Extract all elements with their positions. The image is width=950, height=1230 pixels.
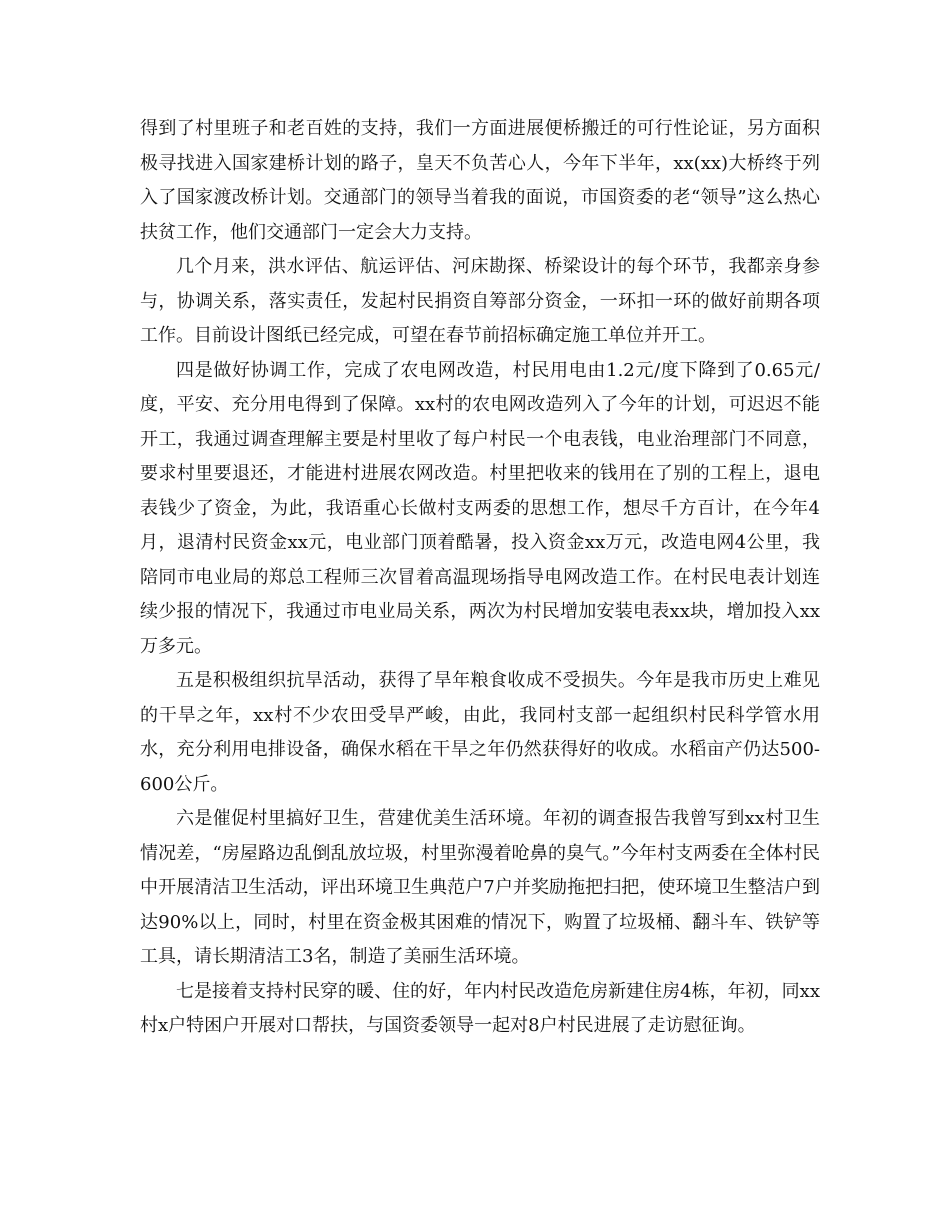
- paragraph-drought: 五是积极组织抗旱活动，获得了旱年粮食收成不受损失。今年是我市历史上难见的干旱之年，xx村不少农田受旱严峻，由此，我同村支部一起组织村民科学管水用水，充分利用电排设备，确保水稻在干旱之年仍然获得好的收成。水稻亩产仍达500-600公斤。: [140, 670, 820, 795]
- paragraph-sanitation: 六是催促村里搞好卫生，营建优美生活环境。年初的调查报告我曾写到xx村卫生情况差，“房屋路边乱倒乱放垃圾，村里弥漫着呛鼻的臭气。”今年村支两委在全体村民中开展清洁卫生活动，评出环境卫生典范户7户并奖励拖把扫把，使环境卫生整洁户到达90%以上，同时，村里在资金极其困难的情况下，购置了垃圾桶、翻斗车、铁铲等工具，请长期清洁工3名，制造了美丽生活环境。: [140, 808, 820, 967]
- paragraph-housing: 七是接着支持村民穿的暖、住的好，年内村民改造危房新建住房4栋，年初，同xx村x户特困户开展对口帮扶，与国资委领导一起对8户村民进展了走访慰征询。: [140, 980, 820, 1036]
- paragraph-bridge-progress: 几个月来，洪水评估、航运评估、河床勘探、桥梁设计的每个环节，我都亲身参与，协调关系，落实责任，发起村民捐资自筹部分资金，一环扣一环的做好前期各项工作。目前设计图纸已经完成，可望在春节前招标确定施工单位并开工。: [140, 256, 820, 346]
- paragraph-continued: 得到了村里班子和老百姓的支持，我们一方面进展便桥搬迁的可行性论证，另方面积极寻找进入国家建桥计划的路子，皇天不负苦心人，今年下半年，xx(xx)大桥终于列入了国家渡改桥计划。交通部门的领导当着我的面说，市国资委的老“领导”这么热心扶贫工作，他们交通部门一定会大力支持。: [140, 118, 820, 243]
- paragraph-power-grid: 四是做好协调工作，完成了农电网改造，村民用电由1.2元/度下降到了0.65元/度，平安、充分用电得到了保障。xx村的农电网改造列入了今年的计划，可迟迟不能开工，我通过调查理解主要是村里收了每户村民一个电表钱，电业治理部门不同意，要求村里要退还，才能进村进展农网改造。村里把收来的钱用在了别的工程上，退电表钱少了资金，为此，我语重心长做村支两委的思想工作，想尽千方百计，在今年4月，退清村民资金xx元，电业部门顶着酷暑，投入资金xx万元，改造电网4公里，我陪同市电业局的郑总工程师三次冒着高温现场指导电网改造工作。在村民电表计划连续少报的情况下，我通过市电业局关系，两次为村民增加安装电表xx块，增加投入xx万多元。: [140, 359, 820, 657]
- document-body: [140, 112, 820, 1044]
